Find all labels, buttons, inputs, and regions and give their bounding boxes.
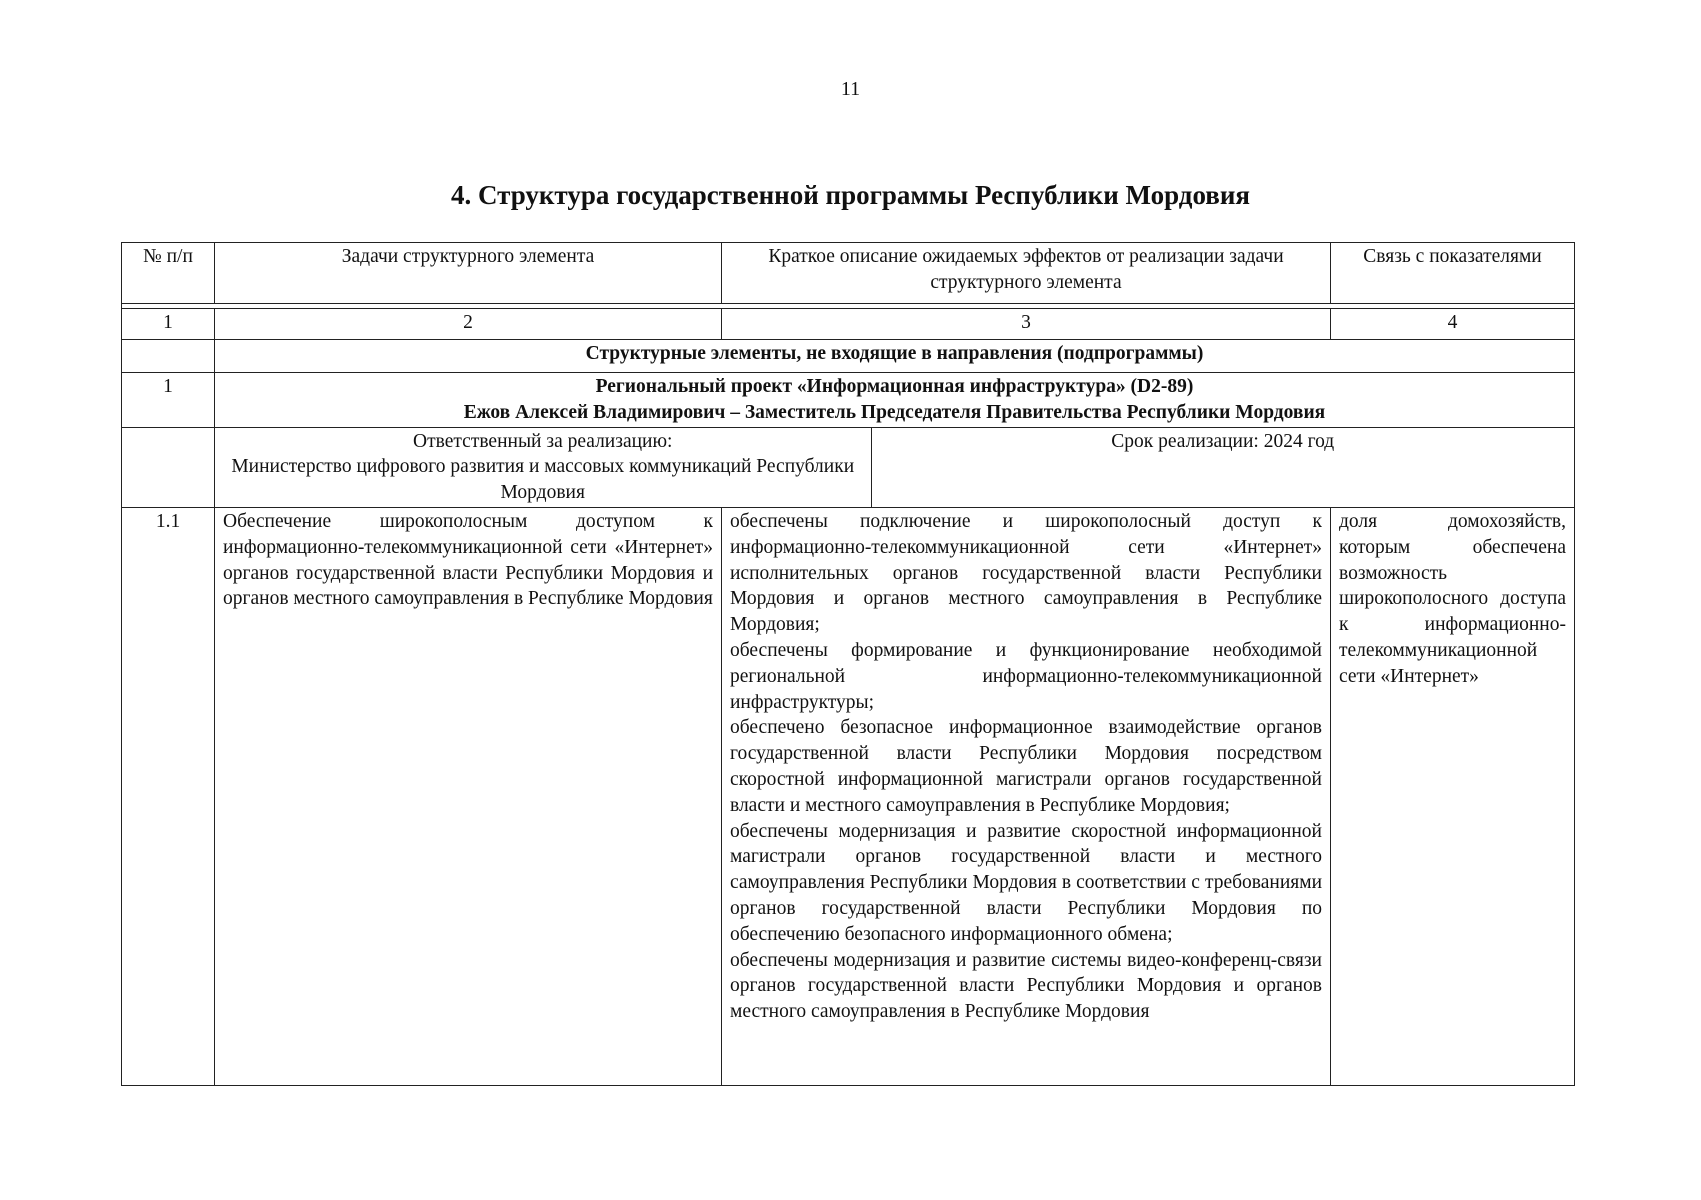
header-row (122, 243, 1575, 304)
column-number-4: 4 (1331, 309, 1575, 340)
responsible-organization: Министерство цифрового развития и массовых коммуникаций Республики Мордовия (231, 456, 855, 504)
row-number: 1.1 (122, 507, 215, 1085)
project-name: Региональный проект «Информационная инфраструктура» (D2-89) (595, 376, 1194, 397)
implementation-term: Срок реализации: 2024 год (1111, 430, 1335, 452)
column-number-row (122, 309, 1575, 340)
column-number-3: 3 (722, 309, 1331, 340)
section-empty-cell (122, 340, 215, 373)
effect-item: обеспечены модернизация и развитие скоростной информационной магистрали органов государственной власти и местного самоуправления Республики Мордовия в соответствии с требованиями органов государственной власти Республики Мордовия по обеспечению безопасного информационного обмена; (730, 820, 1322, 945)
column-number-2: 2 (215, 309, 722, 340)
project-row (122, 373, 1575, 428)
table-row (122, 507, 1575, 1085)
responsible-cell (215, 427, 1575, 507)
responsible-label: Ответственный за реализацию: (413, 430, 673, 452)
header-effects: Краткое описание ожидаемых эффектов от реализации задачи структурного элемента (722, 243, 1331, 304)
effect-item: обеспечены подключение и широкополосный доступ к информационно-телекоммуникационной сети «Интернет» исполнительных органов государственной власти Республики Мордовия и органов местного самоуправления в Республике Мордовия; (730, 510, 1322, 636)
structure-table (121, 242, 1575, 1086)
section-row (122, 340, 1575, 373)
responsible-empty-cell (122, 427, 215, 507)
header-number: № п/п (122, 243, 215, 304)
project-curator: Ежов Алексей Владимирович – Заместитель Председателя Правительства Республики Мордовия (463, 401, 1326, 423)
responsible-row (122, 427, 1575, 507)
row-task: Обеспечение широкополосным доступом к информационно-телекоммуникационной сети «Интернет» органов государственной власти Республики Мордовия и органов местного самоуправления в Республике Мордовия (215, 507, 722, 1085)
page-number: 11 (840, 78, 861, 100)
document-title: 4. Структура государственной программы Республики Мордовия (450, 180, 1251, 210)
effect-item: обеспечено безопасное информационное взаимодействие органов государственной власти Республики Мордовия посредством скоростной информационной магистрали органов государственной власти и местного самоуправления в Республике Мордовия; (730, 717, 1322, 816)
project-number: 1 (122, 373, 215, 428)
project-heading (215, 373, 1575, 428)
section-title: Структурные элементы, не входящие в направления (подпрограммы) (215, 340, 1575, 373)
row-indicator: доля домохозяйств, которым обеспечена возможность широкополосного доступа к информационно-телекоммуникационной сети «Интернет» (1331, 507, 1575, 1085)
header-indicators: Связь с показателями (1331, 243, 1575, 304)
effect-item: обеспечены формирование и функционирование необходимой региональной информационно-телекоммуникационной инфраструктуры; (730, 639, 1322, 713)
header-tasks: Задачи структурного элемента (215, 243, 722, 304)
column-number-1: 1 (122, 309, 215, 340)
effect-item: обеспечены модернизация и развитие системы видео-конференц-связи органов государственной власти Республики Мордовия и органов местного самоуправления в Республике Мордовия (730, 949, 1322, 1023)
row-effects (722, 507, 1331, 1085)
